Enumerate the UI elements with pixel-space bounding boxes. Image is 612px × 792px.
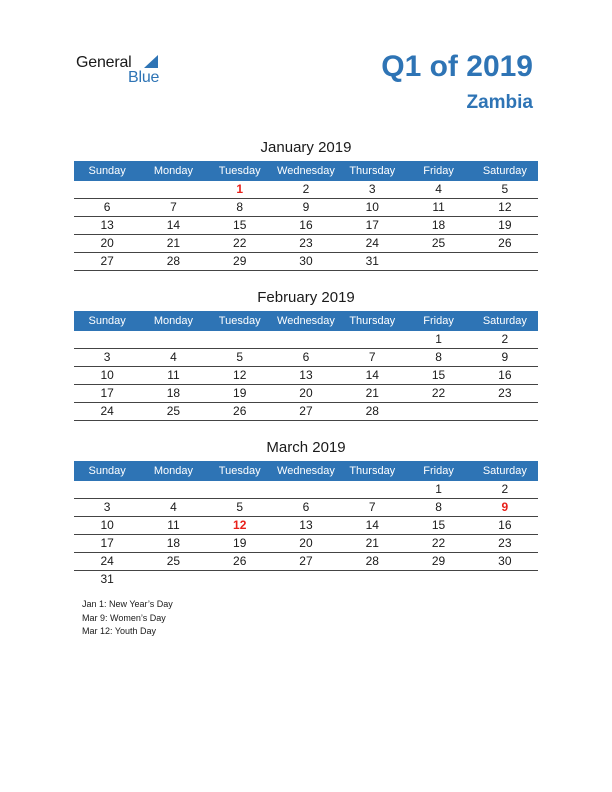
day-cell: 28 [365, 404, 379, 418]
day-cell: 25 [431, 236, 446, 250]
empty-day-cell [472, 253, 538, 270]
day-cell: 13 [100, 218, 114, 232]
empty-day-cell [207, 331, 273, 348]
weekday-header: Monday [153, 315, 193, 327]
day-cell: 13 [299, 368, 313, 382]
day-cell: 22 [431, 536, 446, 550]
week-row [74, 553, 538, 571]
day-cell: 15 [431, 368, 446, 382]
day-cell: 2 [501, 332, 509, 346]
weekday-header: Friday [423, 165, 454, 177]
weekday-header: Saturday [482, 165, 527, 177]
day-cell: 6 [103, 200, 111, 214]
day-cell: 15 [431, 518, 446, 532]
day-cell: 24 [365, 236, 379, 250]
empty-day-cell [472, 403, 538, 420]
empty-day-cell [140, 331, 206, 348]
weekday-header-row [74, 461, 538, 481]
empty-day-cell [405, 571, 471, 589]
weekday-header: Wednesday [277, 165, 335, 177]
day-cell: 24 [100, 554, 114, 568]
day-cell: 5 [236, 500, 244, 514]
day-cell: 25 [166, 404, 181, 418]
month-title: February 2019 [257, 289, 355, 306]
weekday-header: Thursday [349, 165, 396, 177]
day-cell: 14 [166, 218, 181, 232]
day-cell: 6 [302, 350, 310, 364]
holiday-note: Mar 9: Women’s Day [82, 612, 166, 623]
week-row [74, 349, 538, 367]
empty-day-cell [339, 481, 405, 498]
day-cell: 1 [236, 182, 244, 196]
weekday-header: Friday [423, 315, 454, 327]
day-cell: 23 [299, 236, 313, 250]
day-cell: 8 [435, 350, 442, 364]
weekday-header: Wednesday [277, 315, 335, 327]
day-cell: 12 [233, 368, 247, 382]
day-cell: 24 [100, 404, 114, 418]
day-cell: 20 [299, 386, 313, 400]
day-cell: 3 [368, 182, 376, 196]
day-cell: 4 [170, 350, 177, 364]
day-cell: 23 [498, 386, 512, 400]
logo-word-general: General [76, 54, 132, 71]
day-cell: 17 [100, 386, 114, 400]
empty-day-cell [140, 481, 206, 498]
day-cell: 28 [166, 254, 181, 268]
empty-day-cell [472, 571, 538, 589]
holiday-note: Mar 12: Youth Day [82, 626, 157, 636]
day-cell: 28 [365, 554, 379, 568]
day-cell: 15 [233, 218, 247, 232]
day-cell: 5 [501, 182, 509, 196]
day-cell: 1 [435, 482, 442, 496]
empty-day-cell [74, 481, 140, 498]
week-row [74, 499, 538, 517]
empty-day-cell [405, 253, 471, 270]
day-cell: 31 [365, 254, 379, 268]
day-cell: 9 [302, 200, 310, 214]
day-cell: 2 [302, 182, 310, 196]
day-cell: 12 [498, 200, 512, 214]
day-cell: 26 [498, 236, 512, 250]
weekday-header: Tuesday [218, 315, 261, 327]
day-cell: 30 [498, 554, 512, 568]
day-cell: 9 [501, 350, 509, 364]
logo-triangle-icon [144, 55, 158, 68]
day-cell: 7 [170, 200, 177, 214]
empty-day-cell [207, 481, 273, 498]
holiday-note: Jan 1: New Year’s Day [82, 599, 173, 609]
day-cell: 10 [100, 368, 114, 382]
day-cell: 19 [233, 536, 247, 550]
day-cell: 4 [170, 500, 177, 514]
week-row [74, 367, 538, 385]
logo-word-blue: Blue [128, 69, 160, 86]
day-cell: 18 [431, 218, 446, 232]
weekday-header: Monday [153, 165, 193, 177]
weekday-header: Sunday [88, 465, 126, 477]
day-cell: 20 [100, 236, 114, 250]
week-row [74, 403, 538, 421]
day-cell: 14 [365, 368, 379, 382]
day-cell: 18 [166, 536, 181, 550]
day-cell: 3 [103, 500, 111, 514]
weekday-header: Friday [423, 465, 454, 477]
empty-day-cell [140, 571, 206, 589]
day-cell: 20 [299, 536, 313, 550]
week-row [74, 385, 538, 403]
quarter-title: Q1 of 2019 [381, 50, 533, 83]
empty-day-cell [74, 181, 140, 198]
day-cell: 1 [435, 332, 442, 346]
day-cell: 8 [435, 500, 442, 514]
country-title: Zambia [466, 92, 533, 113]
day-cell: 11 [167, 368, 180, 382]
day-cell: 26 [233, 554, 247, 568]
day-cell: 2 [501, 482, 509, 496]
day-cell: 6 [302, 500, 310, 514]
week-row [74, 481, 538, 499]
day-cell: 21 [365, 386, 379, 400]
weekday-header-row [74, 161, 538, 181]
week-row [74, 181, 538, 199]
empty-day-cell [273, 571, 339, 589]
week-row [74, 199, 538, 217]
day-cell: 4 [435, 182, 442, 196]
day-cell: 19 [233, 386, 247, 400]
empty-day-cell [207, 571, 273, 589]
day-cell: 29 [431, 554, 446, 568]
week-row [74, 571, 538, 589]
week-row [74, 253, 538, 271]
day-cell: 16 [498, 518, 512, 532]
day-cell: 10 [100, 518, 114, 532]
day-cell: 10 [365, 200, 379, 214]
day-cell: 16 [498, 368, 512, 382]
holiday-notes [82, 598, 173, 639]
day-cell: 17 [365, 218, 379, 232]
day-cell: 27 [100, 254, 114, 268]
day-cell: 7 [368, 500, 376, 514]
month-february [74, 288, 538, 421]
day-cell: 21 [365, 536, 379, 550]
weekday-header: Saturday [482, 315, 527, 327]
month-january [74, 138, 538, 271]
empty-day-cell [339, 331, 405, 348]
weekday-header: Monday [153, 465, 193, 477]
day-cell: 5 [236, 350, 244, 364]
weekday-header: Tuesday [218, 465, 261, 477]
empty-day-cell [273, 331, 339, 348]
month-title: March 2019 [266, 439, 346, 456]
day-cell: 11 [432, 200, 445, 214]
day-cell: 21 [166, 236, 181, 250]
week-row [74, 331, 538, 349]
week-row [74, 217, 538, 235]
day-cell: 14 [365, 518, 379, 532]
day-cell: 9 [501, 500, 509, 514]
weekday-header: Saturday [482, 465, 527, 477]
weekday-header: Tuesday [218, 165, 261, 177]
day-cell: 13 [299, 518, 313, 532]
day-cell: 8 [236, 200, 244, 214]
week-row [74, 235, 538, 253]
day-cell: 17 [100, 536, 114, 550]
weekday-header: Sunday [88, 165, 126, 177]
day-cell: 30 [299, 254, 313, 268]
empty-day-cell [339, 571, 405, 589]
empty-day-cell [74, 331, 140, 348]
day-cell: 26 [233, 404, 247, 418]
brand-logo [76, 54, 176, 88]
day-cell: 19 [498, 218, 512, 232]
empty-day-cell [140, 181, 206, 198]
day-cell: 27 [299, 404, 313, 418]
month-title: January 2019 [260, 139, 352, 156]
empty-day-cell [405, 403, 471, 420]
day-cell: 25 [166, 554, 181, 568]
day-cell: 27 [299, 554, 313, 568]
day-cell: 22 [233, 236, 247, 250]
day-cell: 7 [368, 350, 376, 364]
empty-day-cell [273, 481, 339, 498]
day-cell: 18 [166, 386, 181, 400]
week-row [74, 535, 538, 553]
day-cell: 29 [233, 254, 247, 268]
day-cell: 3 [103, 350, 111, 364]
weekday-header: Sunday [88, 315, 126, 327]
weekday-header: Wednesday [277, 465, 335, 477]
day-cell: 11 [167, 518, 180, 532]
weekday-header-row [74, 311, 538, 331]
day-cell: 22 [431, 386, 446, 400]
day-cell: 31 [100, 572, 114, 586]
day-cell: 12 [233, 518, 247, 532]
weekday-header: Thursday [349, 315, 396, 327]
day-cell: 16 [299, 218, 313, 232]
month-march [74, 438, 538, 589]
week-row [74, 517, 538, 535]
weekday-header: Thursday [349, 465, 396, 477]
day-cell: 23 [498, 536, 512, 550]
